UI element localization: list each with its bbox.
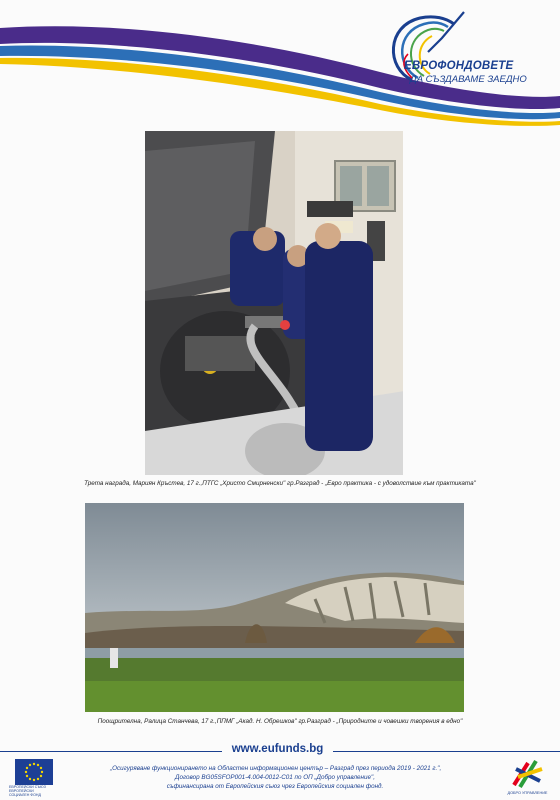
funding-line: „Осигуряване функционирането на Областен информационен център – Разград през периода 2019 - 2021 г.", <box>110 765 442 772</box>
logo-title: ЕВРОФОНДОВЕТЕ <box>404 60 514 72</box>
eu-label <box>9 785 61 797</box>
footer-divider-left <box>0 751 222 752</box>
funding-line: Договор BG05SFOP001-4.004-0012-С01 по ОП „Добро управление", <box>175 774 375 781</box>
photo2-caption: Поощрителна, Ралица Станчева, 17 г.,ППМГ „Акад. Н. Обрешков" гр.Разград - „Природните и човешки творения в едно" <box>97 718 463 725</box>
funding-statement <box>110 764 440 791</box>
eu-label-line: ЕВРОПЕЙСКИ <box>9 789 34 793</box>
funding-line: съфинансирана от Европейския съюз чрез Европейския социален фонд. <box>166 783 384 790</box>
landscape-photo <box>85 503 464 712</box>
footer-divider-right <box>333 751 560 752</box>
good-governance-label: ДОБРО УПРАВЛЕНИЕ <box>507 791 548 795</box>
good-governance-logo-icon <box>510 755 546 791</box>
eu-flag-icon <box>15 759 53 785</box>
eu-label-line: ЕВРОПЕЙСКИ СЪЮЗ <box>9 785 46 789</box>
car-workshop-photo <box>145 131 403 475</box>
photo1-caption: Трета награда, Мариян Кръстев, 17 г.,ПТГС „Христо Смирненски" гр.Разград - „Евро практика - с удоволствие към практиката" <box>84 480 476 487</box>
website-link[interactable]: www.eufunds.bg <box>231 743 324 755</box>
logo-subtitle: ДА СЪЗДАВАМЕ ЗАЕДНО <box>410 74 527 85</box>
eu-label-line: СОЦИАЛЕН ФОНД <box>9 793 41 797</box>
